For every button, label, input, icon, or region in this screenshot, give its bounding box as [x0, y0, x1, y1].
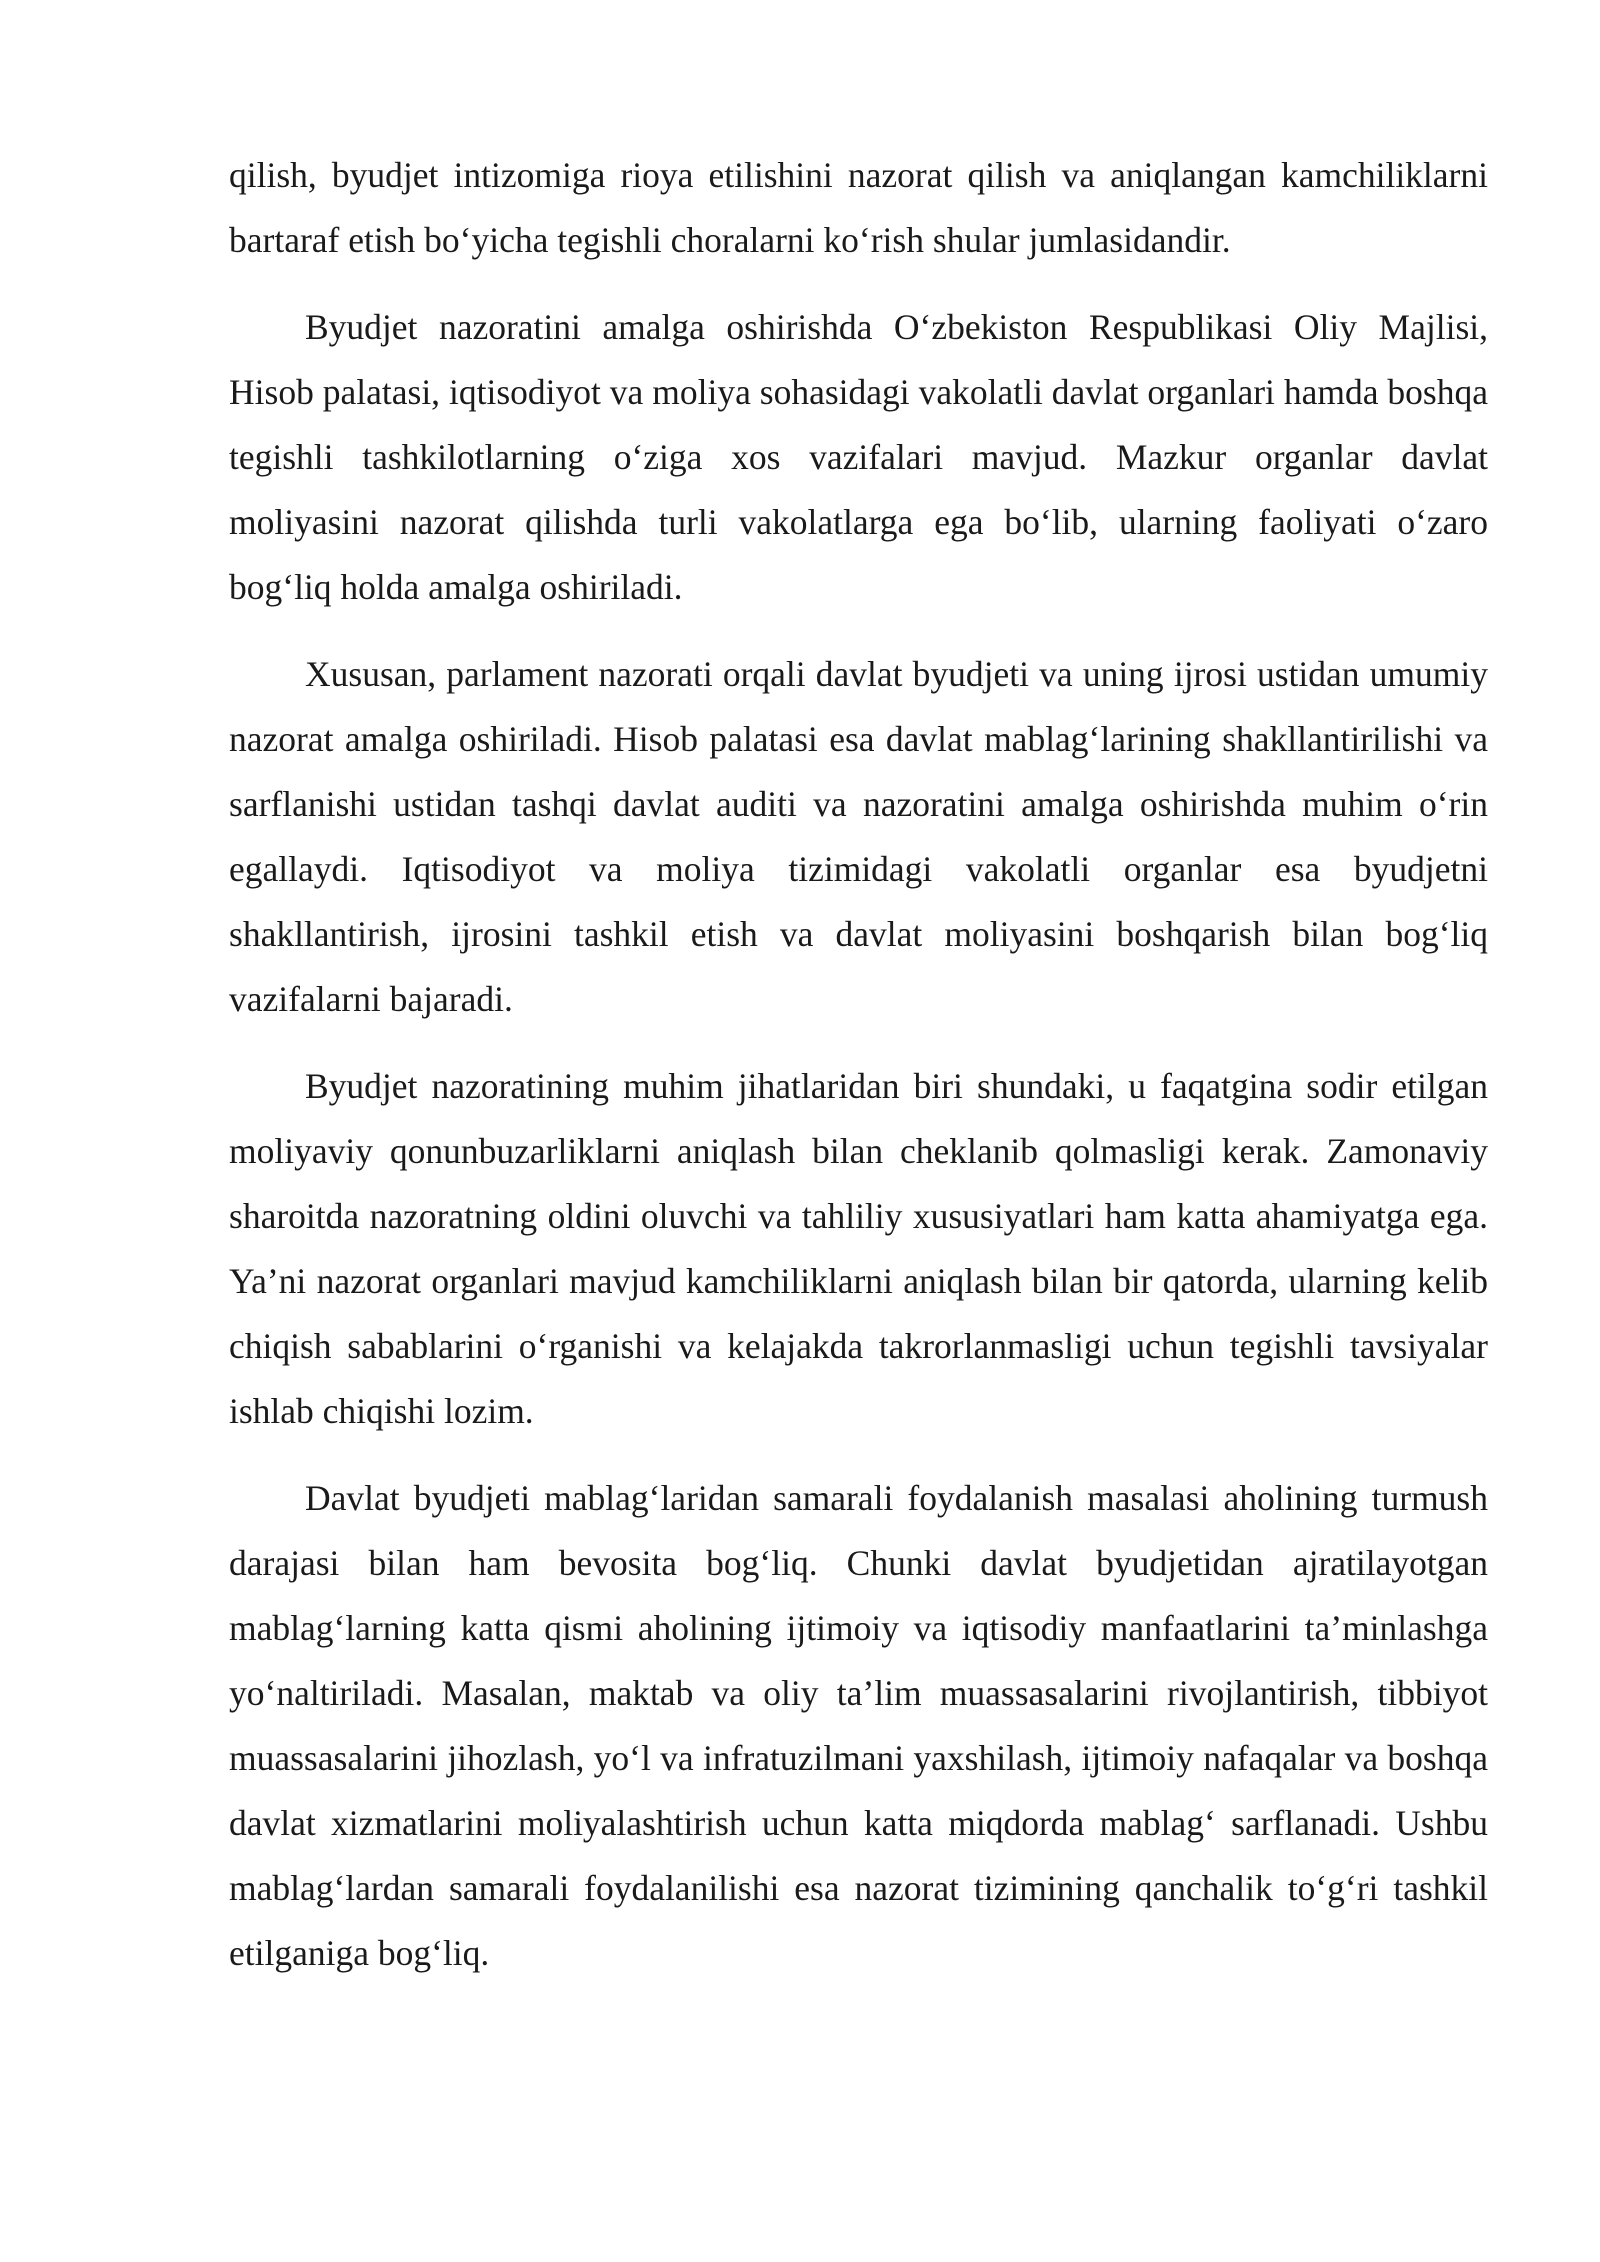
paragraph-3: Xususan, parlament nazorati orqali davlat byudjeti va uning ijrosi ustidan umumiy nazorat amalga oshiriladi. Hisob palatasi esa davlat mablag‘larining shakllantirilishi va sarflanishi ustidan tashqi davlat auditi va nazoratini amalga oshirishda muhim o‘rin egallaydi. Iqtisodiyot va moliya tizimidagi vakolatli organlar esa byudjetni shakllantirish, ijrosini tashkil etish va davlat moliyasini boshqarish bilan bog‘liq vazifalarni bajaradi.	[229, 654, 1488, 1019]
paragraph-5: Davlat byudjeti mablag‘laridan samarali foydalanish masalasi aholining turmush darajasi bilan ham bevosita bog‘liq. Chunki davlat byudjetidan ajratilayotgan mablag‘larning katta qismi aholining ijtimoiy va iqtisodiy manfaatlarini ta’minlashga yo‘naltiriladi. Masalan, maktab va oliy ta’lim muassasalarini rivojlantirish, tibbiyot muassasalarini jihozlash, yo‘l va infratuzilmani yaxshilash, ijtimoiy nafaqalar va boshqa davlat xizmatlarini moliyalashtirish uchun katta miqdorda mablag‘ sarflanadi. Ushbu mablag‘lardan samarali foydalanilishi esa nazorat tizimining qanchalik to‘g‘ri tashkil etilganiga bog‘liq.	[229, 1478, 1488, 1973]
document-body	[229, 143, 1488, 2008]
paragraph-2: Byudjet nazoratini amalga oshirishda O‘zbekiston Respublikasi Oliy Majlisi, Hisob palatasi, iqtisodiyot va moliya sohasidagi vakolatli davlat organlari hamda boshqa tegishli tashkilotlarning o‘ziga xos vazifalari mavjud. Mazkur organlar davlat moliyasini nazorat qilishda turli vakolatlarga ega bo‘lib, ularning faoliyati o‘zaro bog‘liq holda amalga oshiriladi.	[229, 307, 1488, 607]
paragraph-1: qilish, byudjet intizomiga rioya etilishini nazorat qilish va aniqlangan kamchiliklarni bartaraf etish bo‘yicha tegishli choralarni ko‘rish shular jumlasidandir.	[229, 155, 1488, 260]
paragraph-4: Byudjet nazoratining muhim jihatlaridan biri shundaki, u faqatgina sodir etilgan moliyaviy qonunbuzarliklarni aniqlash bilan cheklanib qolmasligi kerak. Zamonaviy sharoitda nazoratning oldini oluvchi va tahliliy xususiyatlari ham katta ahamiyatga ega. Ya’ni nazorat organlari mavjud kamchiliklarni aniqlash bilan bir qatorda, ularning kelib chiqish sabablarini o‘rganishi va kelajakda takrorlanmasligi uchun tegishli tavsiyalar ishlab chiqishi lozim.	[229, 1066, 1488, 1431]
